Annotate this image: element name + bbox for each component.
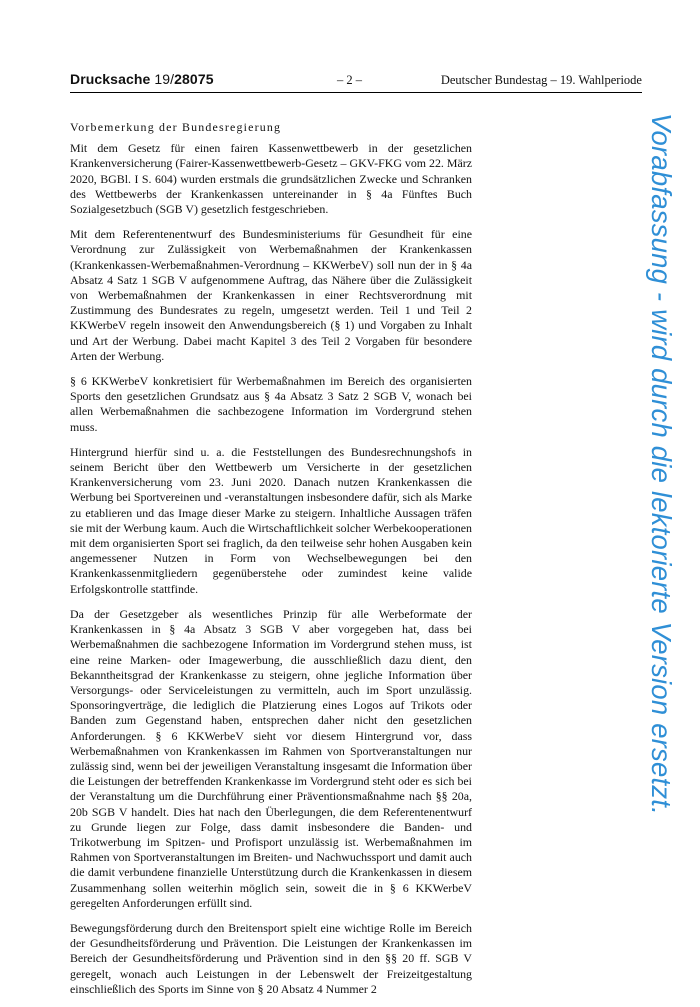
doc-number: 28075 [174,71,214,87]
paragraph: Bewegungsförderung durch den Breitensport spielt eine wichtige Rolle im Bereich der Gesundheitsförderung und Prävention. Die Leistungen der Krankenkassen im Bereich der Gesundheitsförderung und Prävention sind in den §§ 20 ff. SGB V geregelt, wonach auch Leistungen in der Lebenswelt der Freizeitgestaltung einschließlich des Sports im Sinne von § 20 Absatz 4 Nummer 2 [70,920,472,996]
paragraph: Mit dem Referentenentwurf des Bundesministeriums für Gesundheit für eine Verordnung zur Zulässigkeit von Werbemaßnahmen der Krankenkassen (Krankenkassen-Werbemaßnahmen-Verordnung – KKWerbeV) soll nun der in § 4a Absatz 4 Satz 1 SGB V aufgenommene Auftrag, das Nähere über die Zulässigkeit von Werbemaßnahmen der Krankenkassen in einer Rechtsverordnung mit Zustimmung des Bundesrates zu regeln, umgesetzt werden. Teil 1 und Teil 2 KKWerbeV regeln insoweit den Anwendungsbereich (§ 1) und Vorgaben zu Inhalt und Art der Werbung. Dabei macht Kapitel 3 des Teil 2 Vorgaben für besondere Arten der Werbung. [70,227,472,363]
paragraph: Hintergrund hierfür sind u. a. die Feststellungen des Bundesrechnungshofs in seinem Bericht über den Wettbewerb um Versicherte in der gesetzlichen Krankenversicherung vom 23. Juni 2020. Danach nutzen Krankenkassen die Werbung bei Sportvereinen und -veranstaltungen insbesondere dafür, sich als Marke zu etablieren und das Image dieser Marke zu steigern. Inhaltliche Aussagen träfen sie mit der Werbung kaum. Auch die Wirtschaftlichkeit solcher Werbekooperationen mit dem organisierten Sport sei fraglich, da den teilweise sehr hohen Ausgaben kein angemessener Nutzen in Form von Wechselbewegungen bei den Krankenkassenmitgliedern gegenüberstehe oder zumindest keine valide Erfolgskontrolle stattfinde. [70,444,472,596]
header-rule [70,92,642,93]
section-title: Vorbemerkung der Bundesregierung [70,120,282,134]
page-header [70,71,642,91]
paragraph: Da der Gesetzgeber als wesentliches Prinzip für alle Werbeformate der Krankenkassen in § 4a Absatz 3 SGB V aber vorgegeben hat, dass bei Werbemaßnahmen die sachbezogene Information im Vordergrund stehen muss, ist eine reine Marken- oder Imagewerbung, die ausschließlich dazu dient, den Bekanntheitsgrad der Krankenkasse zu steigern, ohne jegliche Information über Versorgungs- oder Serviceleistungen zu vermitteln, auch im Sport unzulässig. Sponsoringverträge, die lediglich die Platzierung eines Logos auf Trikots oder Banden zum Gegenstand haben, entsprechen daher nicht den gesetzlichen Anforderungen. § 6 KKWerbeV sieht vor diesem Hintergrund vor, dass Werbemaßnahmen von Krankenkassen im Rahmen von Sportveranstaltungen nur zulässig sind, wenn bei der jeweiligen Veranstaltung insgesamt die Information über die Leistungen der betreffenden Krankenkasse im Vordergrund steht oder es sich bei der Veranstaltung um die Durchführung einer Präventionsmaßnahme nach §§ 20a, 20b SGB V handelt. Dies hat nach den Überlegungen, die dem Referentenentwurf zu Grunde liegen zur Folge, dass damit insbesondere die Banden- und Trikotwerbung im Spitzen- und Profisport unzulässig ist. Werbemaßnahmen im Rahmen von Sportveranstaltungen im Breiten- und Nachwuchssport und damit auch die damit verbundene finanzielle Unterstützung durch die Krankenkassen in diesem Zusammenhang sollen weiterhin möglich sein, soweit die in § 6 KKWerbeV geregelten Anforderungen erfüllt sind. [70,606,472,910]
publisher: Deutscher Bundestag – 19. Wahlperiode [440,73,642,87]
document-label [70,71,214,87]
paragraph: Mit dem Gesetz für einen fairen Kassenwettbewerb in der gesetzlichen Krankenversicherung (Fairer-Kassenwettbewerb-Gesetz – GKV-FKG vom 22. März 2020, BGBl. I S. 604) wurden erstmals die grundsätzlichen Zwecke und Schranken des Wettbewerbs der Krankenkassen untereinander in § 4a Fünftes Buch Sozialgesetzbuch (SGB V) gesetzlich festgeschrieben. [70,141,472,217]
doc-number-prefix: 19/ [154,71,175,87]
page-number: – 2 – [337,73,362,87]
document-body [70,120,472,1007]
paragraph: § 6 KKWerbeV konkretisiert für Werbemaßnahmen im Bereich des organisierten Sports den gesetzlichen Grundsatz aus § 4a Absatz 3 Satz 2 SGB V, wonach bei allen Werbemaßnahmen die sachbezogene Information im Vordergrund stehen muss. [70,374,472,434]
draft-watermark: Vorabfassung - wird durch die lektorierte Version ersetzt. [646,113,677,815]
doc-label: Drucksache [70,71,151,87]
